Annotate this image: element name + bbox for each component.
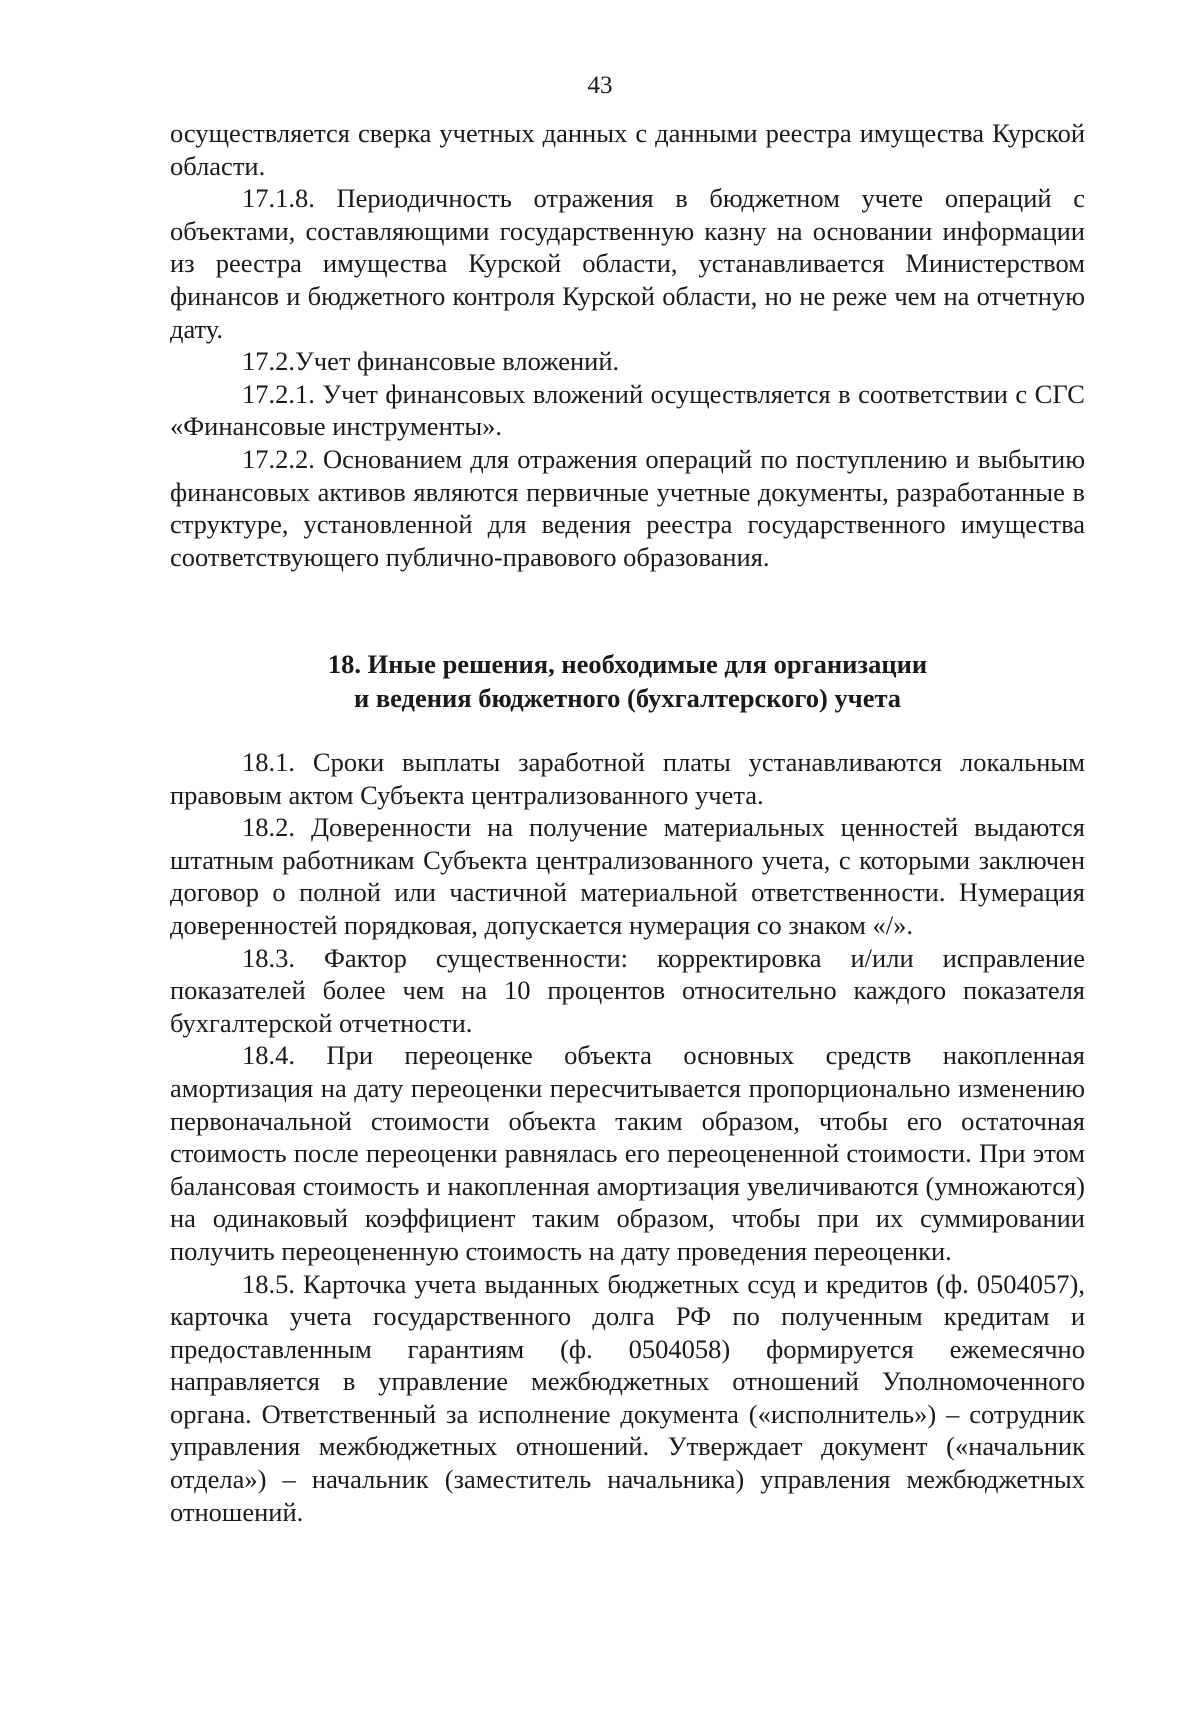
section-18-heading	[170, 647, 1085, 715]
paragraph-17-1-8: 17.1.8. Периодичность отражения в бюджетном учете операций с объектами, составляющими государственную казну на основании информации из реестра имущества Курской области, устанавливается Министерством финансов и бюджетного контроля Курской области, но не реже чем на отчетную дату.	[170, 183, 1085, 344]
paragraph-17-2-2: 17.2.2. Основанием для отражения операций по поступлению и выбытию финансовых активов являются первичные учетные документы, разработанные в структуре, установленной для ведения реестра государственного имущества соответствующего публично-правового образования.	[170, 443, 1085, 572]
heading-line-2: и ведения бюджетного (бухгалтерского) учета	[353, 683, 902, 713]
paragraph-18-2: 18.2. Доверенности на получение материальных ценностей выдаются штатным работникам Субъекта централизованного учета, с которыми заключен договор о полной или частичной материальной ответственности. Нумерация доверенностей порядковая, допускается нумерация со знаком «/».	[170, 812, 1085, 940]
page-number: 43	[587, 72, 613, 99]
section-17-text	[170, 117, 1085, 573]
paragraph-17-2-1: 17.2.1. Учет финансовых вложений осуществляется в соответствии с СГС «Финансовые инструменты».	[170, 378, 1085, 442]
paragraph-18-3: 18.3. Фактор существенности: корректировка и/или исправление показателей более чем на 10 процентов относительно каждого показателя бухгалтерской отчетности.	[170, 942, 1085, 1038]
section-18-text	[170, 746, 1085, 1528]
heading-line-1: 18. Иные решения, необходимые для организации	[327, 649, 928, 679]
paragraph-18-4: 18.4. При переоценке объекта основных средств накопленная амортизация на дату переоценки пересчитывается пропорционально изменению первоначальной стоимости объекта таким образом, чтобы его остаточная стоимость после переоценки равнялась его переоцененной стоимости. При этом балансовая стоимость и накопленная амортизация увеличиваются (умножаются) на одинаковый коэффициент таким образом, чтобы при их суммировании получить переоцененную стоимость на дату проведения переоценки.	[170, 1040, 1085, 1266]
paragraph-17-1-7-continuation: осуществляется сверка учетных данных с данными реестра имущества Курской области.	[170, 118, 1085, 181]
paragraph-18-5: 18.5. Карточка учета выданных бюджетных ссуд и кредитов (ф. 0504057), карточка учета государственного долга РФ по полученным кредитам и предоставленным гарантиям (ф. 0504058) формируется ежемесячно направляется в управление межбюджетных отношений Уполномоченного органа. Ответственный за исполнение документа («исполнитель») – сотрудник управления межбюджетных отношений. Утверждает документ («начальник отдела») – начальник (заместитель начальника) управления межбюджетных отношений.	[170, 1268, 1085, 1527]
paragraph-17-2: 17.2.Учет финансовые вложений.	[242, 346, 620, 377]
paragraph-18-1: 18.1. Сроки выплаты заработной платы устанавливаются локальным правовым актом Субъекта централизованного учета.	[170, 747, 1085, 810]
